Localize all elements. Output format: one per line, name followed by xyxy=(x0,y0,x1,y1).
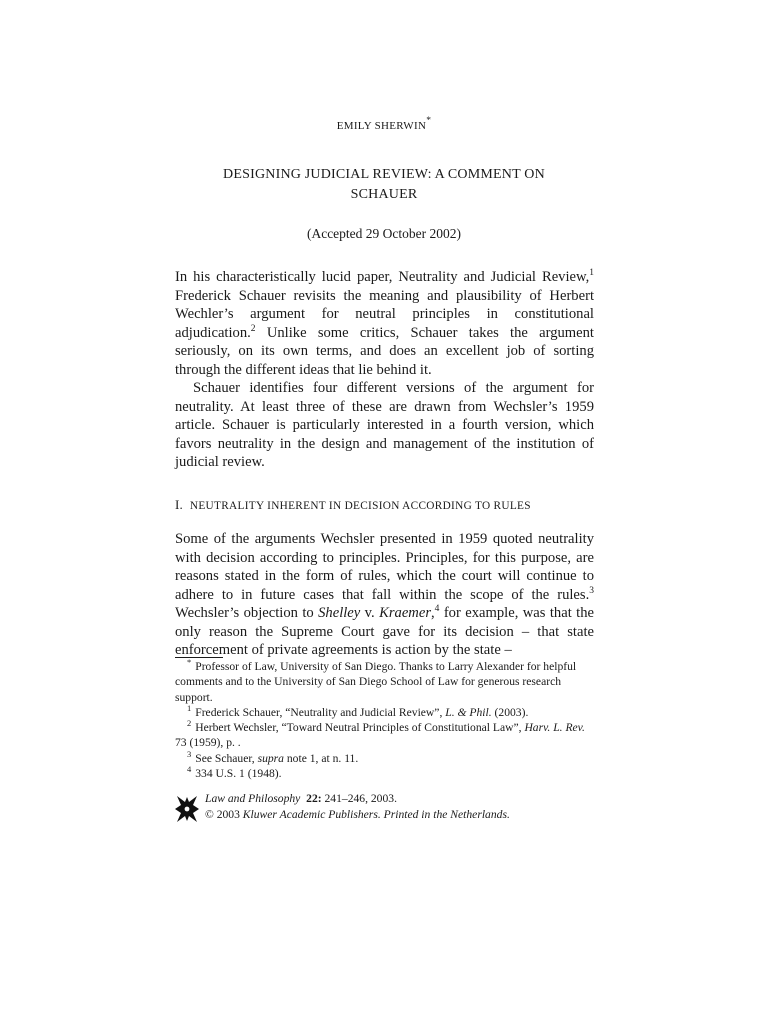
journal-name: Harv. L. Rev. xyxy=(524,721,585,735)
author-line xyxy=(0,116,768,132)
supra-word: supra xyxy=(257,751,284,765)
footnote-mark: * xyxy=(187,657,192,667)
section-heading xyxy=(175,497,531,513)
text-run: In his characteristically lucid paper, Neutrality and Judicial Review, xyxy=(175,269,590,285)
footnote-ref-2: 2 xyxy=(250,323,256,334)
copyright-symbol: © 2003 xyxy=(205,808,243,821)
case-name-shelley: Shelley xyxy=(318,605,361,621)
footnote-text: 334 U.S. 1 (1948). xyxy=(195,767,282,781)
footnote-text: See Schauer, xyxy=(195,751,258,765)
copyright-line xyxy=(205,807,510,823)
footnote-mark: 4 xyxy=(187,764,192,775)
text-run: Unlike some critics, Schauer takes the argument seriously, on its own terms, and does an excellent job of sorting through the different ideas that lie behind it. xyxy=(175,324,594,378)
footnote-mark: 3 xyxy=(187,748,192,759)
footnote-mark: 2 xyxy=(187,718,192,729)
footnote-ref-3: 3 xyxy=(589,585,594,596)
title-line-2: SCHAUER xyxy=(350,187,418,202)
journal-pages: 241–246, 2003. xyxy=(321,792,397,805)
journal-name: L. & Phil. xyxy=(445,705,492,719)
text-run: v. xyxy=(360,605,380,621)
publisher-name: Kluwer Academic Publishers. xyxy=(242,808,381,821)
footnote-ref-1: 1 xyxy=(589,268,594,278)
text-run: Some of the arguments Wechsler presented in 1959 quoted neutrality with decision according to principles. Principles, for this purpose, are reasons stated in the form of rules, which the court will continue to adhere to in future cases that fall within the scope of the rules. xyxy=(175,531,594,603)
text-run: Wechsler’s objection to xyxy=(175,605,319,621)
section-title: NEUTRALITY INHERENT IN DECISION ACCORDING TO RULES xyxy=(189,500,531,512)
footnote-text: Frederick Schauer, “Neutrality and Judicial Review”, xyxy=(195,705,446,719)
footnote-text: Herbert Wechsler, “Toward Neutral Principles of Constitutional Law”, xyxy=(195,721,525,735)
author-footnote-mark: * xyxy=(426,116,432,126)
journal-title: Law and Philosophy xyxy=(205,792,301,805)
case-name-kraemer: Kraemer xyxy=(379,605,431,621)
footnotes xyxy=(175,659,594,781)
footnote-4 xyxy=(175,766,594,781)
section-body xyxy=(175,530,594,660)
author-name: EMILY SHERWIN xyxy=(336,120,427,132)
footnote-text: 73 (1959), p. . xyxy=(175,736,241,750)
accepted-date: (Accepted 29 October 2002) xyxy=(306,226,462,241)
section-paragraph-1 xyxy=(175,530,594,660)
section-number: I. xyxy=(175,497,183,512)
intro-paragraph-1 xyxy=(175,268,594,379)
journal-volume: 22: xyxy=(306,792,322,805)
publication-info xyxy=(205,791,510,823)
paper-title xyxy=(0,165,768,205)
footnote-3 xyxy=(175,748,594,766)
intro-section xyxy=(175,268,594,472)
footnote-2 xyxy=(175,720,594,751)
kluwer-logo-icon xyxy=(174,794,200,824)
journal-citation xyxy=(205,791,510,807)
footnote-ref-4: 4 xyxy=(434,604,440,614)
footnote-text: note 1, at n. 11. xyxy=(283,751,359,765)
footnote-mark: 1 xyxy=(187,702,192,713)
intro-paragraph-2: Schauer identifies four different versions of the argument for neutrality. At least three of these are drawn from Wechsler’s 1959 article. Schauer is particularly interested in a fourth version, which favors neutrality in the design and management of the institution of judicial review. xyxy=(175,380,594,470)
text-run: for example, was that the only reason the Supreme Court gave for its decision – that state enforcement of private agreements is action by the state – xyxy=(175,605,595,658)
text-run: , xyxy=(431,605,435,621)
title-line-1: DESIGNING JUDICIAL REVIEW: A COMMENT ON xyxy=(223,167,545,182)
footnote-text: Professor of Law, University of San Diego. Thanks to Larry Alexander for helpful comments and to the University of San Diego School of Law for generous research support. xyxy=(175,660,577,704)
footnote-divider xyxy=(175,657,223,658)
footnote-text: (2003). xyxy=(491,705,529,719)
footnote-author xyxy=(175,659,594,705)
footnote-1 xyxy=(175,702,594,720)
printed-location: Printed in the Netherlands. xyxy=(380,808,510,821)
text-run: Frederick Schauer revisits the meaning and plausibility of Herbert Wechler’s argument for neutral principles in constitutional adjudication. xyxy=(175,287,594,341)
